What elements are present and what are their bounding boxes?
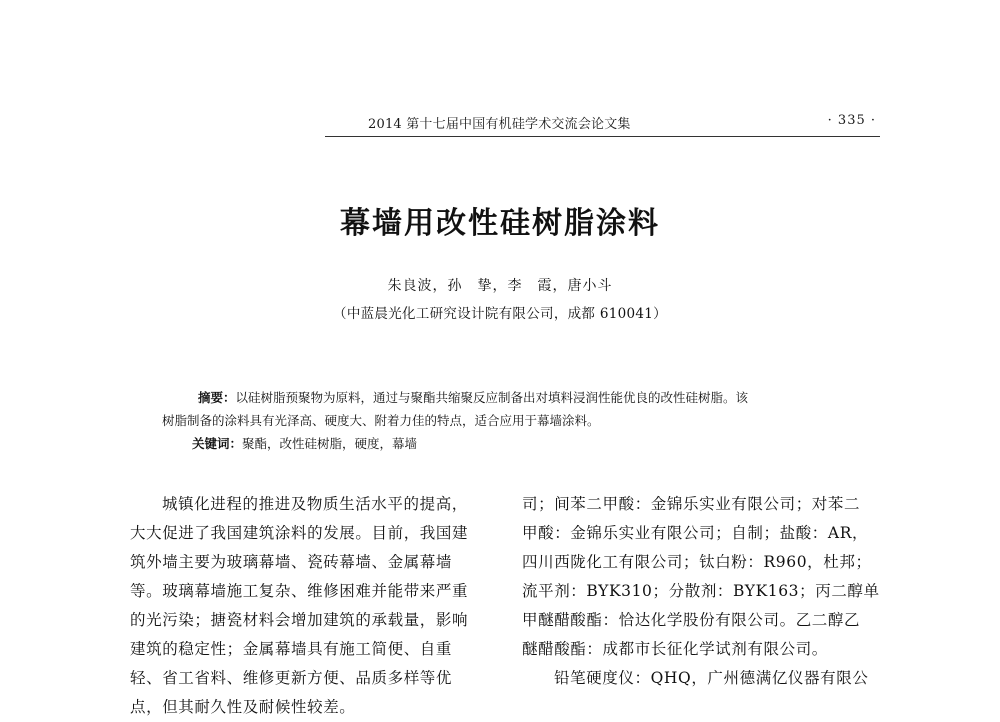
body-right-column [522,490,890,693]
abstract-line-1 [162,386,862,409]
body-line: 轻、省工省料、维修更新方便、品质多样等优 [130,669,453,687]
journal-title: 2014 第十七届中国有机硅学术交流会论文集 [368,117,631,132]
abstract-text-1: 以硅树脂预聚物为原料，通过与聚酯共缩聚反应制备出对填料浸润性能优良的改性硅树脂。该 [235,390,749,405]
body-line: 城镇化进程的推进及物质生活水平的提高， [162,495,468,513]
body-line: 司；间苯二甲酸：金锦乐实业有限公司；对苯二 [522,495,861,513]
body-line: 四川西陇化工有限公司；钛白粉：R960，杜邦； [522,553,872,571]
body-line: 筑外墙主要为玻璃幕墙、瓷砖幕墙、金属幕墙 [130,553,453,571]
abstract-label: 摘要： [198,390,236,405]
body-line: 建筑的稳定性；金属幕墙具有施工简便、自重 [130,640,453,658]
abstract-line-2: 树脂制备的涂料具有光泽高、硬度大、附着力佳的特点，适合应用于幕墙涂料。 [162,413,600,428]
body-line: 点，但其耐久性及耐候性较差。 [130,698,356,716]
keywords-text: 聚酯，改性硅树脂，硬度，幕墙 [242,436,418,451]
body-left-column [130,490,502,722]
author-affiliation: （中蓝晨光化工研究设计院有限公司，成都 610041） [333,306,667,322]
body-line: 甲酸：金锦乐实业有限公司；自制；盐酸：AR， [522,524,869,542]
paper-title: 幕墙用改性硅树脂涂料 [340,206,660,241]
body-line: 甲醚醋酸酯：恰达化学股份有限公司。乙二醇乙 [522,611,861,629]
abstract-block [162,386,862,455]
body-line: 铅笔硬度仪：QHQ，广州德满亿仪器有限公 [554,669,869,687]
body-line: 大大促进了我国建筑涂料的发展。目前，我国建 [130,524,469,542]
running-header [330,113,880,133]
author-list: 朱良波，孙 挚，李 霞，唐小斗 [387,278,613,294]
page-number: · 335 · [827,113,876,128]
body-line: 流平剂：BYK310；分散剂：BYK163；丙二醇单 [522,582,880,600]
keywords-line [162,432,862,455]
header-divider [325,136,880,137]
body-line: 等。玻璃幕墙施工复杂、维修困难并能带来严重 [130,582,469,600]
keywords-label: 关键词： [192,436,243,451]
body-line: 的光污染；搪瓷材料会增加建筑的承载量，影响 [130,611,469,629]
body-line: 醚醋酸酯：成都市长征化学试剂有限公司。 [522,640,828,658]
